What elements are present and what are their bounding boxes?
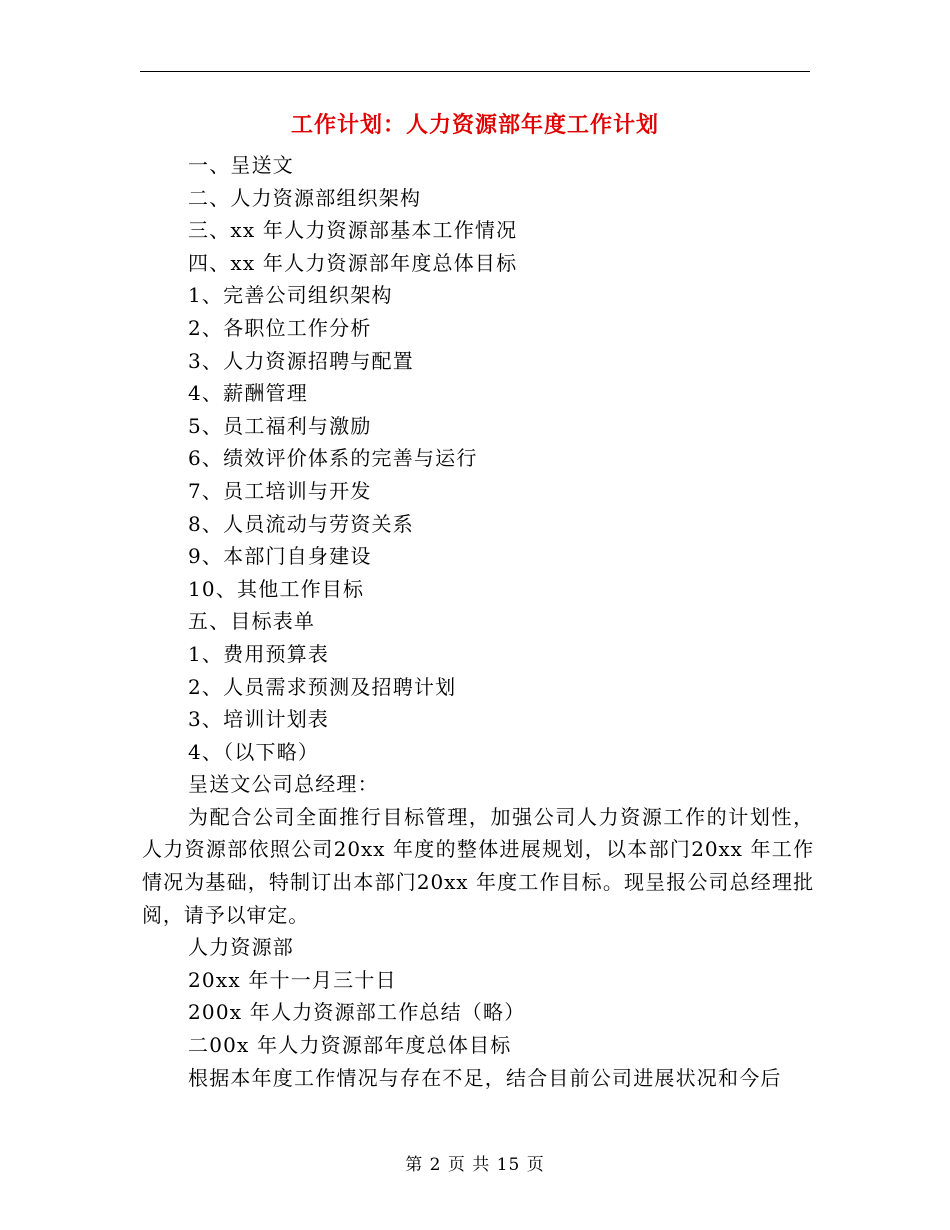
line-section-1: 一、呈送文 bbox=[188, 153, 294, 177]
line-goal-9: 9、本部门自身建设 bbox=[188, 544, 372, 569]
line-section-3: 三、xx 年人力资源部基本工作情况 bbox=[188, 218, 518, 243]
line-goal-6: 6、绩效评价体系的完善与运行 bbox=[188, 446, 478, 471]
line-section-2: 二、人力资源部组织架构 bbox=[188, 185, 422, 210]
line-goals-heading: 二00x 年人力资源部年度总体目标 bbox=[188, 1033, 512, 1058]
line-section-5: 五、目标表单 bbox=[188, 609, 316, 634]
line-signature-dept: 人力资源部 bbox=[188, 935, 294, 960]
body-paragraph: 为配合公司全面推行目标管理，加强公司人力资源工作的计划性，人力资源部依照公司20xx 年度的整体进展规划，以本部门20xx 年工作情况为基础，特制订出本部门20xx 年度工作目标。现呈报公司总经理批阅，请予以审定。 bbox=[142, 804, 814, 927]
line-form-2: 2、人员需求预测及招聘计划 bbox=[188, 674, 457, 699]
line-goal-8: 8、人员流动与劳资关系 bbox=[188, 511, 414, 536]
line-goal-3: 3、人力资源招聘与配置 bbox=[188, 348, 414, 373]
line-summary-heading: 200x 年人力资源部工作总结（略） bbox=[188, 1000, 526, 1025]
line-goal-1: 1、完善公司组织架构 bbox=[188, 283, 393, 308]
line-goal-4: 4、薪酬管理 bbox=[188, 381, 308, 406]
line-form-3: 3、培训计划表 bbox=[188, 707, 330, 732]
line-goal-5: 5、员工福利与激励 bbox=[188, 413, 372, 438]
line-goal-7: 7、员工培训与开发 bbox=[188, 478, 372, 503]
line-form-4: 4、（以下略） bbox=[188, 739, 320, 764]
page-number: 第 2 页 共 15 页 bbox=[405, 1155, 545, 1175]
line-salutation: 呈送文公司总经理： bbox=[188, 772, 379, 797]
line-signature-date: 20xx 年十一月三十日 bbox=[188, 967, 397, 992]
line-final-sentence: 根据本年度工作情况与存在不足，结合目前公司进展状况和今后 bbox=[188, 1065, 782, 1090]
line-section-4: 四、xx 年人力资源部年度总体目标 bbox=[188, 250, 518, 275]
document-title: 工作计划：人力资源部年度工作计划 bbox=[290, 112, 659, 138]
line-goal-2: 2、各职位工作分析 bbox=[188, 315, 372, 340]
line-form-1: 1、费用预算表 bbox=[188, 641, 330, 666]
document-body bbox=[142, 149, 814, 1094]
header-rule bbox=[140, 71, 810, 72]
line-goal-10: 10、其他工作目标 bbox=[188, 576, 365, 601]
